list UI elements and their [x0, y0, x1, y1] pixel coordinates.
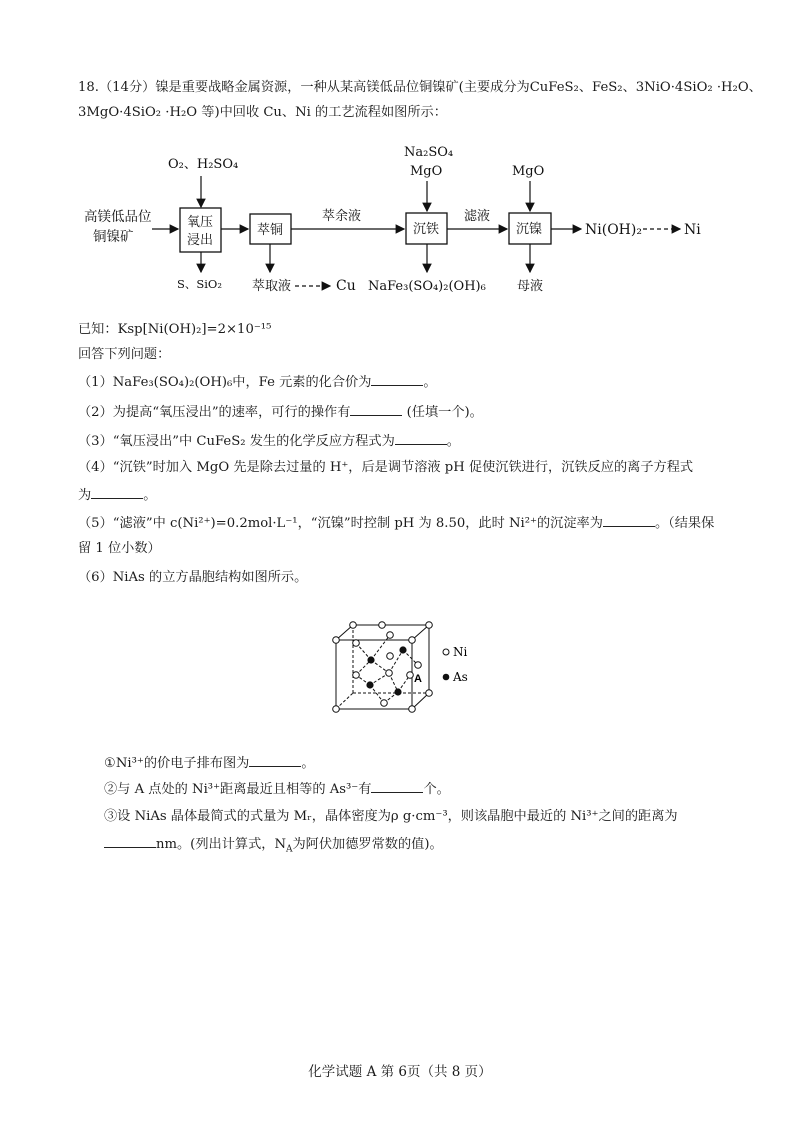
- legend-as: As: [453, 670, 468, 684]
- output-s-sio2: S、SiO₂: [177, 277, 222, 291]
- q4-prefix: 为: [78, 488, 92, 503]
- box-extract-label: 萃铜: [257, 223, 284, 238]
- q3-text: （3）“氧压浸出”中 CuFeS₂ 发生的化学反应方程式为: [78, 434, 395, 449]
- sub-question-1: [104, 754, 315, 773]
- known-prefix: 已知：: [78, 322, 118, 337]
- sub3-subscript: A: [286, 844, 293, 855]
- reagent-mgo-2: MgO: [512, 164, 545, 179]
- reagent-na2so4: Na₂SO₄: [404, 145, 454, 160]
- box-leach-label-2: 浸出: [187, 233, 214, 248]
- sub-question-3: ③设 NiAs 晶体最简式的式量为 Mᵣ，晶体密度为ρ g·cm⁻³，则该晶胞中最近的 Ni³⁺之间的距离为: [104, 809, 678, 824]
- known-ksp: Ksp[Ni(OH)₂]=2×10⁻¹⁵: [117, 322, 272, 337]
- question-5: [78, 514, 714, 533]
- q5-end: 。（结果保: [654, 516, 715, 531]
- input-ore-2: 铜镍矿: [93, 229, 134, 245]
- sub-question-3-cont: [104, 835, 443, 859]
- question-6: （6）NiAs 的立方晶胞结构如图所示。: [78, 570, 308, 585]
- sub2-blank: [371, 780, 423, 793]
- legend-ni: Ni: [453, 645, 468, 659]
- box-leach-label-1: 氧压: [187, 215, 214, 230]
- output-extract-liquid: 萃取液: [252, 279, 292, 294]
- sub1-end: 。: [301, 756, 315, 771]
- product-ni-oh2: Ni(OH)₂: [585, 222, 642, 238]
- sub2-text: ②与 A 点处的 Ni³⁺距离最近且相等的 As³⁻有: [104, 782, 372, 797]
- sub1-text: ①Ni³⁺的价电子排布图为: [104, 756, 250, 771]
- sub3-blank: [104, 835, 156, 848]
- q1-blank: [371, 373, 423, 386]
- question-5-cont: 留 1 位小数）: [78, 541, 161, 556]
- question-2: [78, 403, 483, 422]
- q4-end: 。: [143, 488, 157, 503]
- sub3-end: 为阿伏加德罗常数的值)。: [292, 837, 443, 852]
- q2-end: (任填一个)。: [402, 405, 483, 420]
- output-mother-liquor: 母液: [517, 279, 544, 294]
- sub-question-2: [104, 780, 450, 799]
- box-fe-label: 沉铁: [413, 222, 440, 237]
- q3-end: 。: [446, 434, 460, 449]
- q1-end: 。: [423, 375, 437, 390]
- question-3: [78, 432, 460, 451]
- q4-blank: [91, 486, 143, 499]
- instruction: 回答下列问题：: [78, 347, 171, 362]
- output-nafe3: NaFe₃(SO₄)₂(OH)₆: [368, 279, 486, 294]
- page-footer: 化学试题 A 第 6页（共 8 页）: [308, 1064, 492, 1080]
- q3-blank: [395, 432, 447, 445]
- legend-as-marker: [443, 674, 450, 681]
- question-1: [78, 373, 437, 392]
- q2-blank: [350, 403, 402, 416]
- reagent-mgo-1: MgO: [410, 164, 443, 179]
- q5-blank: [603, 514, 655, 527]
- sub1-blank: [249, 754, 301, 767]
- reagent-o2-h2so4: O₂、H₂SO₄: [168, 157, 239, 172]
- product-cu: Cu: [336, 278, 356, 294]
- niAs-unit-cell-figure: [0, 600, 800, 730]
- q1-text: （1）NaFe₃(SO₄)₂(OH)₆中，Fe 元素的化合价为: [78, 375, 372, 390]
- box-ni-label: 沉镍: [516, 222, 543, 237]
- input-ore-1: 高镁低品位: [84, 209, 152, 225]
- question-line-1: 18.（14分）镍是重要战略金属资源，一种从某高镁低品位铜镍矿(主要成分为CuFeS₂、FeS₂、3NiO·4SiO₂ ·H₂O、: [78, 80, 762, 95]
- legend-ni-marker: [443, 649, 449, 655]
- q2-text: （2）为提高“氧压浸出”的速率，可行的操作有: [78, 405, 351, 420]
- sub3-text: nm。(列出计算式，N: [156, 837, 286, 852]
- known-line: [78, 321, 271, 339]
- label-raffinate: 萃余液: [322, 209, 362, 224]
- label-filtrate: 滤液: [464, 209, 491, 224]
- process-flowchart: [0, 0, 800, 300]
- point-a-label: A: [414, 673, 422, 685]
- question-4-cont: [78, 486, 156, 505]
- question-4: （4）“沉铁”时加入 MgO 先是除去过量的 H⁺，后是调节溶液 pH 促使沉铁进行，沉铁反应的离子方程式: [78, 460, 694, 475]
- product-ni: Ni: [684, 222, 701, 238]
- question-line-2: 3MgO·4SiO₂ ·H₂O 等)中回收 Cu、Ni 的工艺流程如图所示：: [78, 105, 447, 120]
- sub2-end: 个。: [423, 782, 450, 797]
- q5-text: （5）“滤液”中 c(Ni²⁺)=0.2mol·L⁻¹，“沉镍”时控制 pH 为 8.50，此时 Ni²⁺的沉淀率为: [78, 516, 603, 531]
